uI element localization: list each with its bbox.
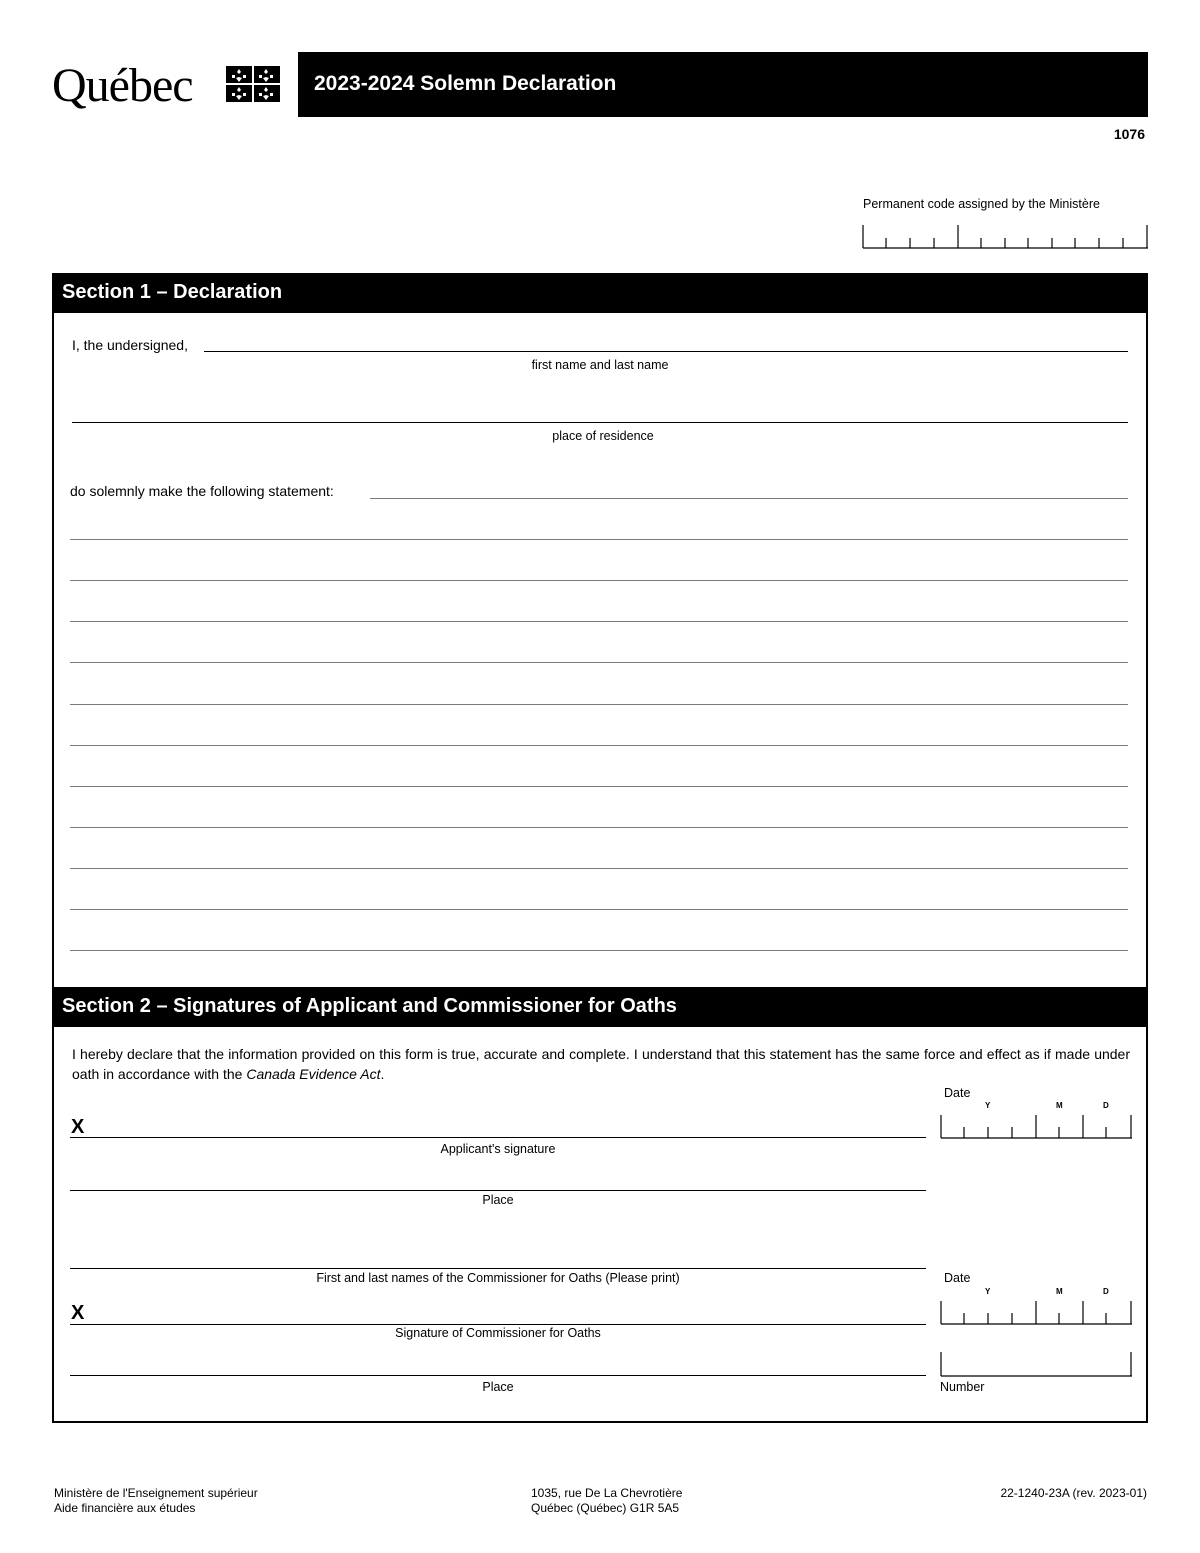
declaration-paragraph	[72, 1044, 1130, 1084]
statement-line[interactable]	[70, 662, 1128, 663]
applicant-place-caption: Place	[482, 1193, 514, 1207]
section1-header	[52, 273, 1148, 313]
form-number: 1076	[1113, 126, 1145, 142]
statement-line[interactable]	[70, 621, 1128, 622]
footer-street: 1035, rue De La Chevrotière	[531, 1486, 683, 1500]
form-title-bar	[298, 52, 1148, 117]
declaration-text: I hereby declare that the information provided on this form is true, accurate and complete. I understand that this statement has the same force and effect as if made under oath in accordance with the	[72, 1046, 1130, 1082]
date-year-label: Y	[985, 1287, 991, 1296]
date-month-label: M	[1056, 1287, 1063, 1296]
footer-department: Aide financière aux études	[54, 1501, 196, 1515]
commissioner-name-caption: First and last names of the Commissioner for Oaths (Please print)	[316, 1271, 680, 1285]
quebec-flag-icon	[226, 66, 280, 102]
commissioner-place-field[interactable]	[70, 1375, 926, 1376]
applicant-place-field[interactable]	[70, 1190, 926, 1191]
commissioner-number-field[interactable]	[940, 1350, 1134, 1378]
statement-line[interactable]	[70, 950, 1128, 951]
footer-ministry: Ministère de l'Enseignement supérieur	[54, 1486, 258, 1500]
footer-left	[54, 1486, 258, 1516]
applicant-signature-caption: Applicant's signature	[440, 1142, 556, 1156]
form-frame	[52, 273, 1148, 1423]
statement-line[interactable]	[70, 580, 1128, 581]
applicant-signature-field[interactable]	[70, 1137, 926, 1138]
footer-address	[531, 1486, 682, 1516]
residence-caption: place of residence	[552, 429, 654, 443]
permanent-code-label: Permanent code assigned by the Ministère	[863, 197, 1100, 211]
permanent-code-field[interactable]	[862, 222, 1150, 250]
statement-line[interactable]	[70, 539, 1128, 540]
commissioner-signature-field[interactable]	[70, 1324, 926, 1325]
undersigned-label: I, the undersigned,	[72, 337, 188, 353]
form-title: 2023-2024 Solemn Declaration	[314, 72, 617, 95]
commissioner-date-field[interactable]	[940, 1298, 1134, 1326]
commissioner-name-field[interactable]	[70, 1268, 926, 1269]
section2-header	[52, 987, 1148, 1027]
section1-heading: Section 1 – Declaration	[62, 281, 283, 303]
date-month-label: M	[1056, 1101, 1063, 1110]
applicant-date-label: Date	[944, 1086, 971, 1100]
commissioner-x-mark: X	[71, 1302, 85, 1324]
quebec-logo-wordmark: Québec	[52, 59, 193, 112]
name-caption: first name and last name	[531, 358, 669, 372]
footer-form-code: 22-1240-23A (rev. 2023-01)	[1000, 1486, 1147, 1500]
date-day-label: D	[1103, 1101, 1109, 1110]
statement-line[interactable]	[70, 745, 1128, 746]
commissioner-signature-caption: Signature of Commissioner for Oaths	[395, 1326, 601, 1340]
declaration-act-name: Canada Evidence Act	[246, 1066, 381, 1082]
statement-line[interactable]	[70, 909, 1128, 910]
commissioner-place-caption: Place	[482, 1380, 514, 1394]
declaration-text-end: .	[380, 1066, 385, 1082]
statement-line[interactable]	[70, 868, 1128, 869]
statement-line[interactable]	[70, 827, 1128, 828]
footer-city: Québec (Québec) G1R 5A5	[531, 1501, 680, 1515]
section2-heading: Section 2 – Signatures of Applicant and Commissioner for Oaths	[62, 995, 677, 1017]
commissioner-date-label: Date	[944, 1271, 971, 1285]
date-day-label: D	[1103, 1287, 1109, 1296]
statement-label: do solemnly make the following statement:	[70, 483, 334, 499]
commissioner-number-caption: Number	[940, 1380, 985, 1394]
statement-line[interactable]	[70, 786, 1128, 787]
name-field[interactable]	[204, 351, 1128, 352]
statement-line[interactable]	[70, 704, 1128, 705]
date-year-label: Y	[985, 1101, 991, 1110]
statement-line[interactable]	[370, 498, 1128, 499]
applicant-date-field[interactable]	[940, 1112, 1134, 1140]
residence-field[interactable]	[72, 422, 1128, 423]
applicant-x-mark: X	[71, 1116, 85, 1138]
